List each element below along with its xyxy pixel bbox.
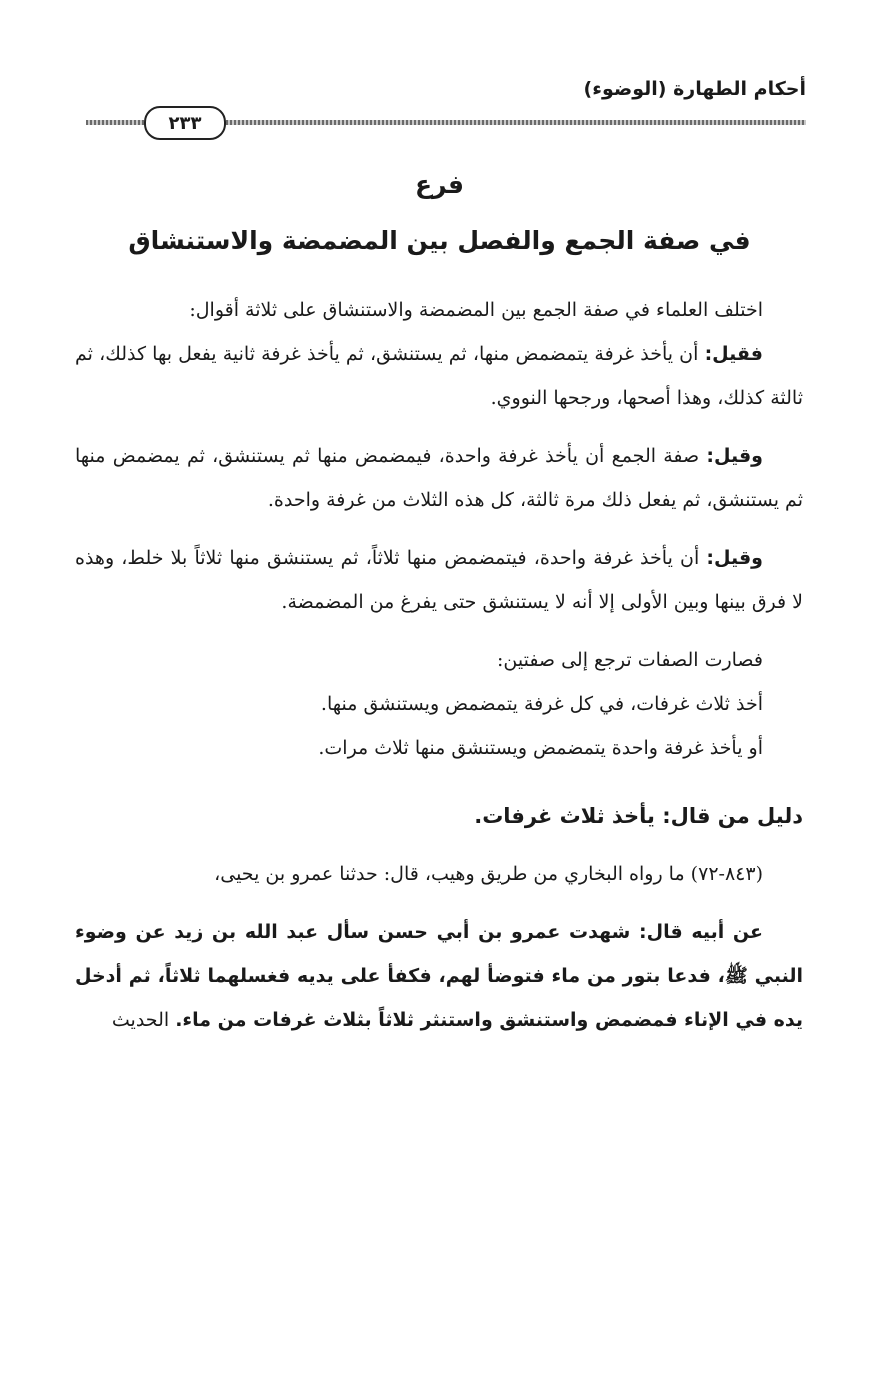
summary-intro: فصارت الصفات ترجع إلى صفتين: (496, 649, 763, 671)
section-title: في صفة الجمع والفصل بين المضمضة والاستنشاق (128, 226, 751, 255)
opinion-text: أن يأخذ غرفة يتمضمض منها، ثم يستنشق، ثم يأخذ غرفة ثانية يفعل بها كذلك، ثم ثالثة كذلك، وهذا أصحها، ورجحها النووي. (75, 343, 803, 409)
evidence-heading: دليل من قال: يأخذ ثلاث غرفات. (474, 804, 803, 828)
narration-paragraph: (٨٤٣-٧٢) ما رواه البخاري من طريق وهيب، قال: حدثنا عمرو بن يحيى، (214, 863, 763, 885)
opinion-lead: وقيل: (706, 445, 763, 467)
opinion-text: أن يأخذ غرفة واحدة، فيتمضمض منها ثلاثاً، ثم يستنشق منها ثلاثاً بلا خلط، وهذه لا فرق بينها وبين الأولى إلا أنه لا يستنشق حتى يفرغ من المضمضة. (75, 547, 803, 613)
hadith-paragraph (75, 910, 803, 1042)
opinion-paragraph (75, 434, 803, 522)
opinion-lead: فقيل: (704, 343, 763, 365)
opinion-lead: وقيل: (706, 547, 763, 569)
section-label: فرع (415, 170, 464, 199)
page-header (86, 70, 806, 140)
opinion-paragraph (75, 332, 803, 420)
running-head-title: أحكام الطهارة (الوضوء) (583, 78, 806, 100)
hadith-trailing: الحديث (111, 1009, 176, 1031)
summary-item: أخذ ثلاث غرفات، في كل غرفة يتمضمض ويستنشق منها. (320, 693, 763, 715)
opinion-paragraph (75, 536, 803, 624)
intro-paragraph: اختلف العلماء في صفة الجمع بين المضمضة والاستنشاق على ثلاثة أقوال: (189, 299, 763, 321)
hadith-text: عن أبيه قال: شهدت عمرو بن أبي حسن سأل عبد الله بن زيد عن وضوء النبي ﷺ، فدعا بتور من ماء فتوضأ لهم، فكفأ على يديه فغسلهما ثلاثاً، ثم أدخل يده في الإناء فمضمض واستنشق واستنثر ثلاثاً بثلاث غرفات من ماء. (75, 921, 803, 1031)
summary-item: أو يأخذ غرفة واحدة يتمضمض ويستنشق منها ثلاث مرات. (318, 737, 763, 759)
page-number: ٢٣٣ (144, 106, 226, 140)
body-text (75, 288, 803, 1042)
opinion-text: صفة الجمع أن يأخذ غرفة واحدة، فيمضمض منها ثم يستنشق، ثم يمضمض منها ثم يستنشق، ثم يفعل ذلك مرة ثالثة، كل هذه الثلاث من غرفة واحدة. (75, 445, 803, 511)
